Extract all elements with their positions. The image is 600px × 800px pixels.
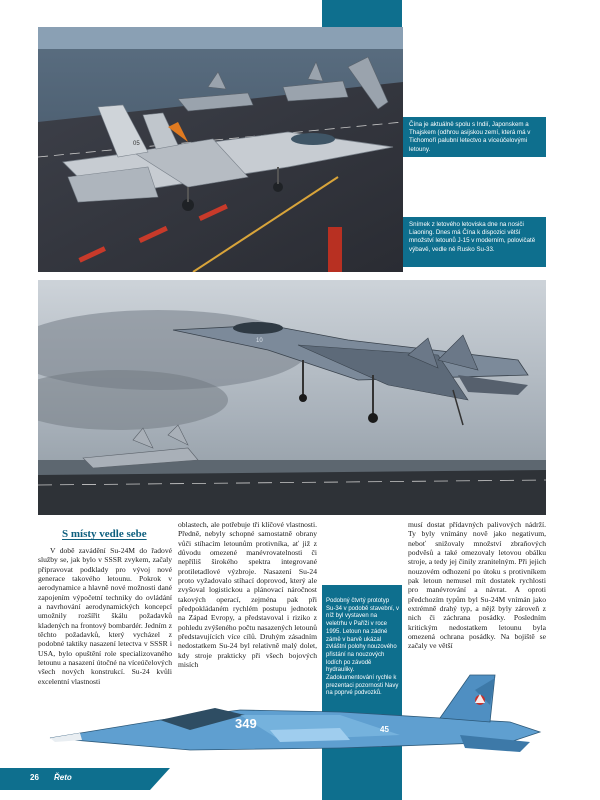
page-number: 26 — [30, 773, 39, 782]
flying-jet-number: 10 — [256, 338, 263, 344]
landing-jet-photo — [38, 280, 546, 515]
landing-jet-illustration — [38, 280, 546, 515]
column-2-text: oblastech, ale potřebuje tři klíčové vlastnosti. Předně, nebyly schopné samostatně obrany vůči stíhacím letounům protivníka, ať již z důvodu omezené manévrovatelnosti či nepříliš širokého spektra integrované protiletadlové výzbroje. Nasazení Su-24 proto vyžadovalo stíhací doprovod, který ale zvyšoval logistickou a plánovací náročnost takových operací, zejména pak při předpokládaném rychlém postupu jednotek na Západ Evropy, a představoval i riziko z pohledu zvýšeného počtu nasazených letounů představujících více cílů. Druhým zásadním nedostatkem Su-24 byl relativně malý dolet, kdy stroje prakticky při všech bojových misích — [178, 520, 317, 670]
su34-side-view — [40, 660, 548, 770]
su34-profile-illustration — [40, 660, 548, 770]
column-3-text: musí dostat přídavných palivových nádrží. Ty byly vnímány nově jako negativum, neboť snižovaly množství zbraňových podvěsů a také omezovaly letovou obálku stroje, a tedy jej činily zranitelným. Při jejich nouzovém odhození po útoku s protivníkem pak letoun nemusel mít dostatek rychlosti pro manévrování a návrat. A oproti předchozím typům byl Su-24M vnímán jako extrémně drahý typ, a nějž byly zároveň z nich či záchrana posádky. Posledním kritickým nedostatkem letounu byla omezená ochrana posádky. Na bojiště se začaly ve větší — [408, 520, 546, 651]
photo-caption-2: Snímek z letového letoviska dne na nosiči Liaoning. Dnes má Čína k dispozici větší množství letounů J-15 v moderním, polovičatě výbavě, vedle ně Rusko Su-33. — [403, 217, 546, 267]
side-caption: Podobný čtvrtý prototyp Su-34 v podobě stavební, v níž byl vystaven na veletrhu v Paříži v roce 1995. Letoun na zádné zámě v barvě ukázal zvláštní polohy nouzového přistání na nouzových lodích po závodě hydrauliky. Zadokumentování rychle k prezentaci pozornosti Navy na poprvé podvozků. — [326, 598, 400, 697]
footer-bar — [0, 768, 170, 790]
su34-bort-number: 349 — [235, 716, 257, 731]
column-1-text: V době zavádění Su-24M do řadové služby se, jak bylo v SSSR zvykem, začaly připravovat podklady pro vývoj nové generace takového letounu. Pokrok v aerodynamice a hlavně nové možnosti dané zapojením výpočetní techniky do ovládání a navrhování aerodynamických koncepcí umožnily rozšířit škálu požadavků kladených na frontový bombardér. Jedním z těchto požadavků, který vycházel z podobné taktiky nasazení letectva v SSSR i USA, bylo opuštění role specializovaného letounu a nasazení útočné na víceúčelových všech nových konstrukcí. Su-24 kvůli excelentní vlastnosti — [38, 546, 172, 686]
deck-jet-number: 05 — [133, 141, 140, 147]
carrier-deck-illustration — [38, 27, 403, 272]
su34-small-number: 45 — [380, 725, 389, 734]
carrier-deck-photo — [38, 27, 403, 272]
magazine-name: Řeto — [54, 773, 72, 782]
top-accent-strip — [322, 0, 402, 27]
photo-caption-1: Čína je aktuálně spolu s Indií, Japonskem a Thajskem (odhrou asijskou zemí, která má v Tichomoří palubní letectvo a víceúčelovými letouny. — [403, 117, 546, 157]
article-heading: S místy vedle sebe — [62, 528, 147, 540]
